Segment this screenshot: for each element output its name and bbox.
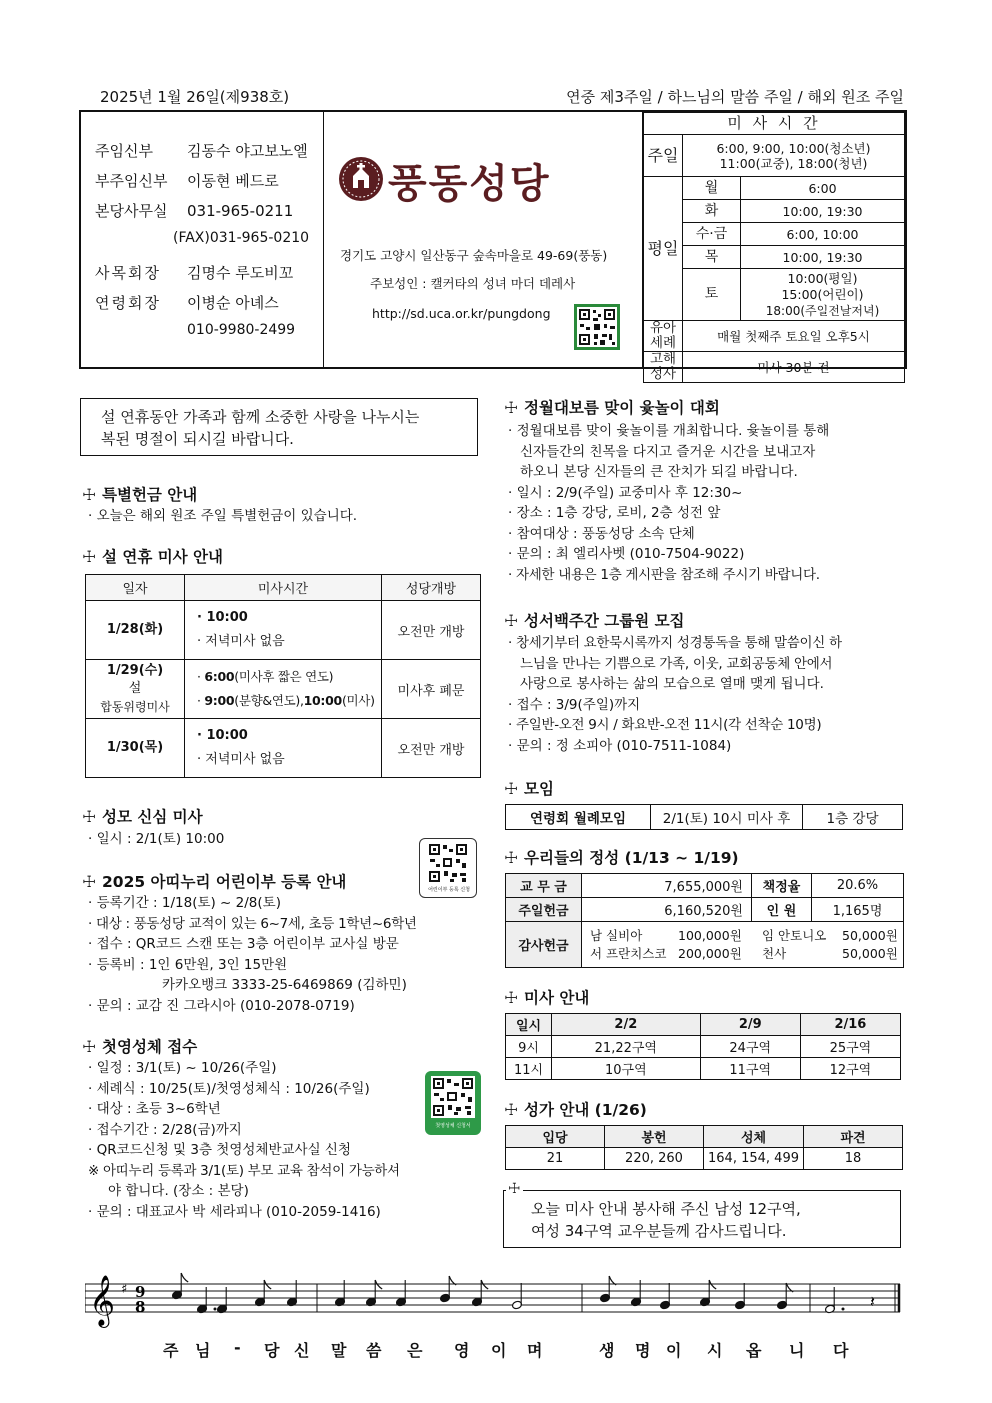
infant-baptism-label: 유아세례 (644, 321, 683, 352)
bible-study-body: · 창세기부터 요한묵시록까지 성경통독을 통해 말씀이신 하 느님을 만나는 기쁨으로 가족, 이웃, 교회공동체 안에서 사랑으로 봉사하는 삶의 모습으로 열매 맺게 됩니다. · 접수 : 3/9(주일)까지 · 주일반-오전 9시 / 화요반-오전 11시(각 선착순 10명) · 문의 : 정 소피아 (010-7511-1084) (508, 635, 842, 754)
lyric-syllable: 은 (407, 1341, 423, 1360)
first-communion-body: · 일정 : 3/1(토) ~ 10/26(주일) · 세례식 : 10/25(토)/첫영성체식 : 10/26(주일) · 대상 : 초등 3~6학년 · 접수기간 : 2/28(금)까지 · QR코드신청 및 3층 첫영성체반교사실 신청 ※ 아띠누리 등록과 3/1(토) 부모 교육 참석이 가능하셔 야 합니다. (장소 : 본당) · 문의 : 대표교사 박 세라피나 (010-2059-1416) (88, 1060, 400, 1220)
lyric-syllable: 명 (635, 1341, 651, 1360)
key-signature-icon: ♯ (121, 1282, 128, 1297)
meeting-table (505, 804, 903, 830)
bible-study-title: ☩ 성서백주간 그룹원 모집 (504, 612, 685, 630)
mass-schedule-title: 미 사 시 간 (644, 113, 905, 135)
yut-contest-title: ☩ 정월대보름 맞이 윷놀이 대회 (504, 399, 720, 417)
children-registration-title: ☩ 2025 아띠누리 어린이부 등록 안내 (82, 873, 347, 891)
yut-contest-body: · 정월대보름 맞이 윷놀이를 개최합니다. 윷놀이를 통해 신자들간의 친목을 다지고 즐거운 시간을 보내고자 하오니 본당 신자들의 큰 잔치가 되길 바랍니다. · 일시 : 2/9(주일) 교중미사 후 12:30~ · 장소 : 1층 강당, 로비, 2층 성전 앞 · 참여대상 : 풍동성당 소속 단체 · 문의 : 최 엘리사벳 (010-7504-9022) · 자세한 내용은 1층 게시판을 참조해 주시기 바랍니다. (508, 423, 830, 583)
first-communion-title: ☩ 첫영성체 접수 (82, 1038, 198, 1056)
special-offering-text: · 오늘은 해외 원조 주일 특별헌금이 있습니다. (88, 508, 358, 524)
table-row: 1/29(수) 설 합동위령미사 · 6:00(미사후 짧은 연도) · 9:00(분향&연도),10:00(미사) 미사후 폐문 (86, 660, 481, 719)
mass-schedule-table (643, 112, 905, 383)
table-row: 감사헌금 남 실비아 100,000원 임 안토니오 50,000원 서 프란치스코 200,000원 천사 50,000원 (506, 922, 904, 968)
cross-icon: ☩ (82, 873, 96, 891)
hymn-guide-title: ☩ 성가 안내 (1/26) (504, 1101, 647, 1119)
marian-mass-title: ☩ 성모 신심 미사 (82, 808, 203, 826)
staff-council: 사목회장 김명수 루도비꼬 (95, 264, 294, 282)
dot (214, 1308, 217, 1311)
weekday-time: 6:00 (741, 177, 905, 200)
lyric-syllable: 영 (454, 1341, 470, 1360)
qr-code-icon (431, 1076, 475, 1118)
lyric-syllable: 다 (833, 1341, 849, 1360)
saturday-day: 토 (683, 269, 741, 321)
mass-guide-table (505, 1013, 901, 1080)
lyric-syllable: 이 (491, 1341, 507, 1360)
table-header-row: 일시 2/2 2/9 2/16 (506, 1014, 901, 1036)
children-registration-qr[interactable] (419, 838, 477, 898)
holiday-mass-title: ☩ 설 연휴 미사 안내 (82, 548, 224, 566)
lyric-syllable: 당 (264, 1341, 280, 1360)
time-signature-bottom: 8 (135, 1298, 146, 1316)
qr-caption: 어린이부 등록 신청 (428, 887, 470, 893)
table-row: 1/30(목) · 10:00 · 저녁미사 없음 오전만 개방 (86, 719, 481, 778)
note-flag (181, 1273, 188, 1282)
lyric-syllable: 말 (331, 1341, 347, 1360)
staff-pastor: 주임신부 김동수 야고보노엘 (95, 142, 308, 160)
cross-icon: ☩ (504, 849, 518, 867)
table-row: 11시 10구역 11구역 12구역 (506, 1058, 901, 1080)
greeting-box: 설 연휴동안 가족과 함께 소중한 사랑을 나누시는 복된 명절이 되시길 바랍니다. (80, 398, 478, 456)
lyric-syllable: 이 (666, 1341, 682, 1360)
table-row: 연령회 월례모임 2/1(토) 10시 미사 후 1층 강당 (506, 805, 903, 830)
patron-saint: 주보성인 : 캘커타의 성녀 마더 데레사 (370, 276, 576, 291)
bulletin-date: 2025년 1월 26일(제938호) (100, 88, 290, 106)
cross-icon: ☩ (504, 612, 518, 630)
saturday-times: 10:00(평일) 15:00(어린이) 18:00(주일전날저녁) (741, 269, 905, 321)
cross-icon: ☩ (82, 1038, 96, 1056)
cross-icon: ☩ (82, 486, 96, 504)
column-header: 일자 (86, 575, 185, 601)
staff-info (81, 112, 324, 367)
church-address: 경기도 고양시 일산동구 숲속마을로 49-69(풍동) (340, 248, 608, 263)
volunteer-thanks-box: 오늘 미사 안내 봉사해 주신 남성 12구역, 여성 34구역 교우분들께 감사드립니다. (503, 1190, 901, 1248)
liturgical-feast: 연중 제3주일 / 하느님의 말씀 주일 / 해외 원조 주일 (566, 88, 904, 106)
table-row: 주일헌금 6,160,520원 인 원 1,165명 (506, 898, 904, 922)
table-row: 9시 21,22구역 24구역 25구역 (506, 1036, 901, 1058)
lyric-syllable: - (234, 1338, 241, 1357)
marian-mass-text: · 일시 : 2/1(토) 10:00 (88, 831, 225, 847)
weekday-day: 화 (683, 200, 741, 223)
lyric-syllable: 주 (163, 1341, 179, 1360)
sunday-label: 주일 (644, 135, 683, 177)
qr-code-icon[interactable] (574, 304, 620, 350)
children-registration-body: · 등록기간 : 1/18(토) ~ 2/8(토) · 대상 : 풍동성당 교적이 있는 6~7세, 초등 1학년~6학년 · 접수 : QR코드 스캔 또는 3층 어린이부 교사실 방문 · 등록비 : 1인 6만원, 3인 15만원 카카오뱅크 3333-25-6469869 (김하민) · 문의 : 교감 진 그라시아 (010-2078-0719) (88, 895, 417, 1014)
dot (842, 1308, 845, 1311)
lyric-syllable: 시 (707, 1341, 723, 1360)
cross-icon: ☩ (504, 989, 518, 1007)
meeting-title: ☩ 모임 (504, 780, 554, 798)
thanks-offering-list: 남 실비아 100,000원 임 안토니오 50,000원 서 프란치스코 200,000원 천사 50,000원 (582, 922, 904, 968)
council-phone: 010-9980-2499 (187, 322, 296, 338)
lyric-syllable: 님 (195, 1341, 211, 1360)
weekday-time: 6:00, 10:00 (741, 223, 905, 246)
church-url[interactable]: http://sd.uca.or.kr/pungdong (372, 306, 551, 321)
hymn-guide-table (505, 1125, 903, 1170)
special-offering-title: ☩ 특별헌금 안내 (82, 486, 198, 504)
weekday-day: 수·금 (683, 223, 741, 246)
note-group (172, 1273, 845, 1314)
staff-office: 본당사무실 031-965-0211 (95, 202, 294, 220)
lyric-syllable: 니 (789, 1341, 805, 1360)
lyric-syllable: 며 (527, 1341, 543, 1360)
staff-funeral: 연령회장 이병순 아녜스 (95, 294, 279, 312)
church-name: 풍동성당 (388, 160, 551, 207)
column-header: 성당개방 (382, 575, 481, 601)
lyrics-line (0, 1338, 992, 1358)
cross-icon: ☩ (82, 548, 96, 566)
weekday-label: 평일 (644, 177, 683, 321)
office-fax: (FAX)031-965-0210 (173, 230, 310, 246)
holiday-mass-table (85, 574, 481, 778)
offering-title: ☩ 우리들의 정성 (1/13 ~ 1/19) (504, 849, 739, 867)
lyric-syllable: 옵 (746, 1341, 762, 1360)
treble-clef-icon: 𝄞 (89, 1275, 116, 1326)
confession-label: 고해성사 (644, 352, 683, 383)
first-communion-qr[interactable] (425, 1071, 481, 1135)
cross-icon: ☩ (508, 1181, 521, 1197)
church-logo-icon (338, 156, 384, 202)
table-header-row: 입당 봉헌 성체 파견 (506, 1126, 903, 1148)
offering-table (505, 873, 904, 968)
weekday-time: 10:00, 19:30 (741, 200, 905, 223)
infant-baptism-time: 매월 첫째주 토요일 오후5시 (683, 321, 905, 352)
bulletin-header (79, 110, 907, 382)
lyric-syllable: 씀 (366, 1341, 382, 1360)
weekday-day: 목 (683, 246, 741, 269)
mass-guide-title: ☩ 미사 안내 (504, 989, 590, 1007)
time-signature-top: 9 (135, 1283, 146, 1301)
table-row: 교 무 금 7,655,000원 책정율 20.6% (506, 874, 904, 898)
church-identity (324, 112, 643, 367)
cross-icon: ☩ (82, 808, 96, 826)
table-row: 21 220, 260 164, 154, 499 18 (506, 1148, 903, 1170)
cross-icon: ☩ (504, 780, 518, 798)
table-row: 1/28(화) · 10:00 · 저녁미사 없음 오전만 개방 (86, 601, 481, 660)
sunday-times: 6:00, 9:00, 10:00(청소년) 11:00(교중), 18:00(청년) (683, 135, 905, 177)
weekday-day: 월 (683, 177, 741, 200)
weekday-time: 10:00, 19:30 (741, 246, 905, 269)
cross-icon: ☩ (504, 399, 518, 417)
column-header: 미사시간 (185, 575, 382, 601)
staff-assistant: 부주임신부 이동현 베드로 (95, 172, 279, 190)
qr-caption: 첫영성체 신청서 (435, 1123, 471, 1129)
lyric-syllable: 신 (294, 1341, 310, 1360)
confession-time: 미사 30분 전 (683, 352, 905, 383)
qr-code-icon (428, 843, 468, 883)
rest-icon: 𝄽 (870, 1292, 875, 1311)
lyric-syllable: 생 (599, 1341, 615, 1360)
cross-icon: ☩ (504, 1101, 518, 1119)
